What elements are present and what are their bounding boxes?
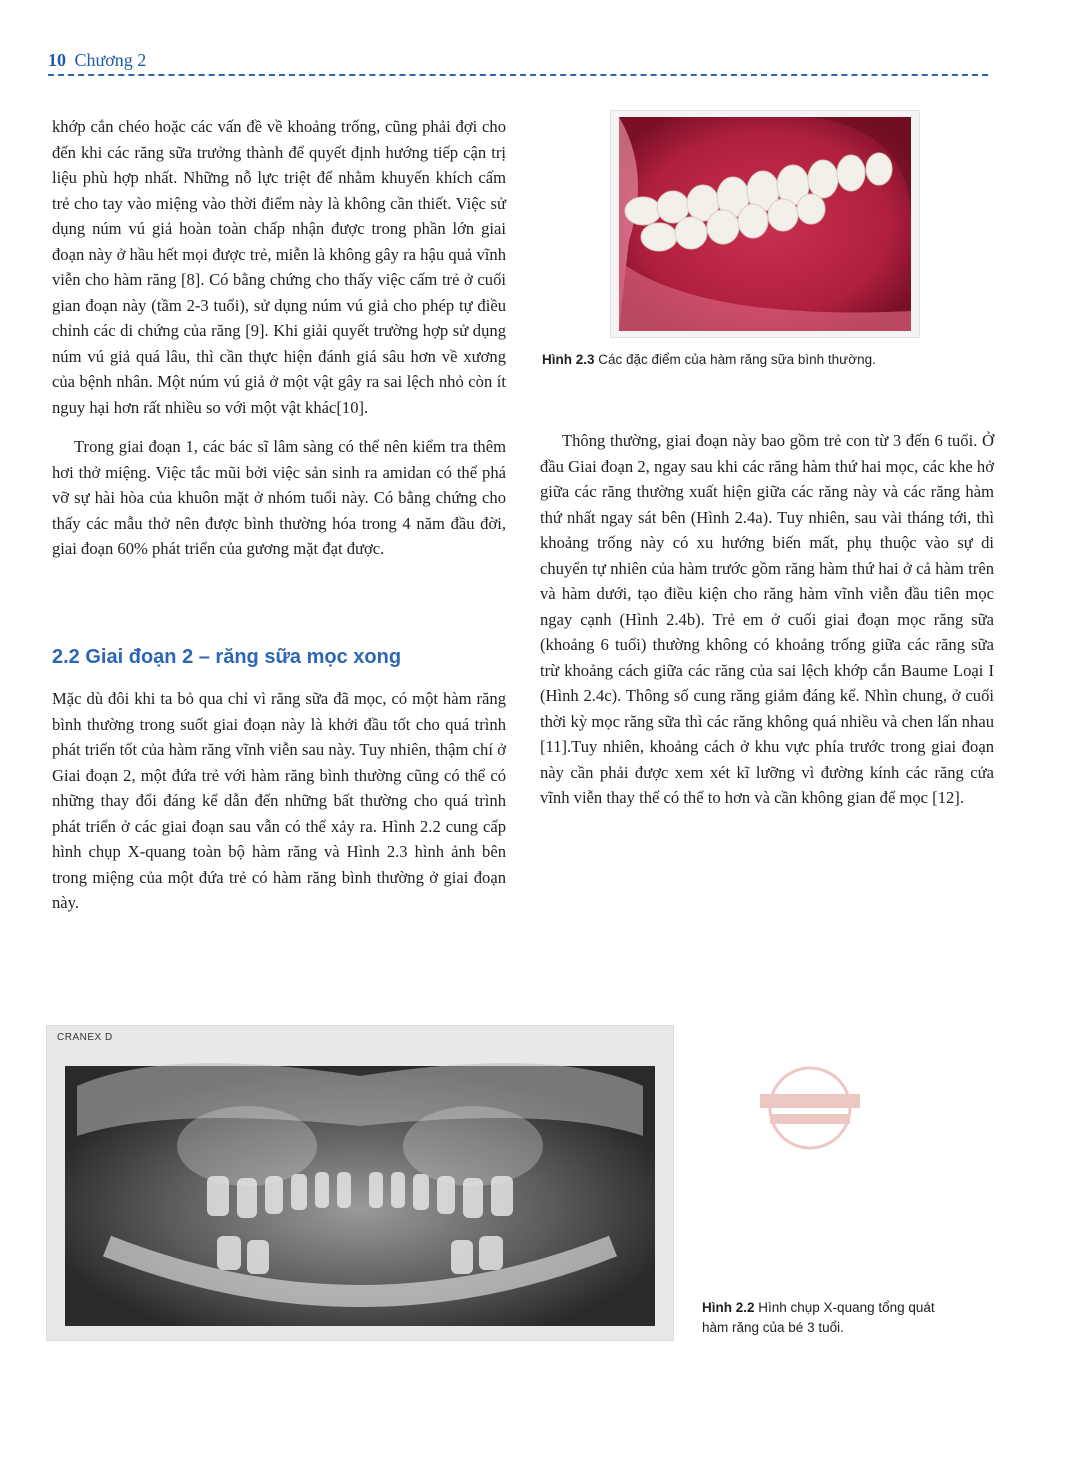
section-heading (52, 646, 512, 669)
figure-label: Hình 2.2 (702, 1300, 755, 1315)
intraoral-photo-graphic (611, 111, 919, 337)
figure-label: Hình 2.3 (542, 352, 595, 367)
right-column (540, 428, 994, 825)
xray-graphic (47, 1026, 673, 1340)
panoramic-xray (46, 1025, 674, 1341)
paragraph: Mặc dù đôi khi ta bỏ qua chỉ vì răng sữa đã mọc, có một hàm răng bình thường trong suốt giai đoạn này là khởi đầu tốt cho quá trình phát triển tốt của hàm răng vĩnh viễn sau này. Tuy nhiên, thậm chí ở Giai đoạn 2, một đứa trẻ với hàm răng bình thường cũng có thể có những thay đổi đáng kể dẫn đến những bất thường cho quá trình phát triển ở các giai đoạn sau vẫn có thể xảy ra. Hình 2.2 cung cấp hình chụp X-quang toàn bộ hàm răng và Hình 2.3 hình ảnh bên trong miệng của một đứa trẻ có hàm răng bình thường ở giai đoạn này. (52, 689, 506, 912)
paragraph: Thông thường, giai đoạn này bao gồm trẻ con từ 3 đến 6 tuổi. Ở đầu Giai đoạn 2, ngay sau khi các răng hàm thứ hai mọc, các khe hở giữa các răng thường xuất hiện giữa các răng này và các răng hàm thứ nhất ngay sát bên (Hình 2.4a). Tuy nhiên, sau vài tháng tới, thì khoảng trống này có xu hướng biến mất, phụ thuộc vào sự di chuyển tự nhiên của hàm trước gồm răng hàm thứ hai ở cả hàm trên và hàm dưới, tạo điều kiện cho răng hàm vĩnh viễn đầu tiên mọc ngay cạnh (Hình 2.4b). Trẻ em ở cuối giai đoạn mọc răng sữa (khoảng 6 tuổi) thường không có khoảng trống giữa các răng sữa trừ khoảng cách giữa các răng của sai lệch khớp cắn Baume Loại I (Hình 2.4c). Thông số cung răng giảm đáng kể. Nhìn chung, ở cuối thời kỳ mọc răng sữa thì các răng không quá nhiều và chen lấn nhau [11].Tuy nhiên, khoảng cách ở khu vực phía trước trong giai đoạn này cần phải được xem xét kĩ lưỡng vì đường kính các răng cửa vĩnh viễn thay thế có thể to hơn và cần không gian để mọc [12]. (540, 431, 994, 807)
xray-brand-label: CRANEX D (57, 1032, 113, 1043)
caption-text: Hình chụp X-quang tổng quát hàm răng của bé 3 tuổi. (702, 1300, 935, 1335)
paragraph: khớp cắn chéo hoặc các vấn đề về khoảng trống, cũng phải đợi cho đến khi các răng sữa trưởng thành để quyết định hướng tiếp cận trị liệu phù hợp nhất. Những nỗ lực triệt để nhằm khuyến khích cấm trẻ cho tay vào miệng vào thời điểm này là không cần thiết. Việc sử dụng núm vú giả hoàn toàn chấp nhận được trong phần lớn giai đoạn này ở hầu hết mọi được trẻ, miễn là không gây ra hậu quả vĩnh viễn cho hàm răng [8]. Có bằng chứng cho thấy việc cấm trẻ ở cuối gian đoạn này (tầm 2-3 tuổi), sử dụng núm vú giả cho phép tự điều chỉnh các di chứng của răng [9]. Khi giải quyết trường hợp sử dụng núm vú giả quá lâu, thì cần thực hiện đánh giá sâu hơn về xương của bệnh nhân. Một núm vú giả ở một vật gây ra sai lệch nhỏ còn ít nguy hại hơn rất nhiều so với một vật khác[10]. (52, 117, 506, 417)
page-number: 10 (48, 50, 66, 70)
page-header (48, 50, 988, 76)
section-title-pre: Giai đoạn (85, 646, 183, 668)
figure-2-3-caption (542, 350, 982, 370)
section-number: 2.2 (52, 646, 80, 668)
left-column-section (52, 686, 506, 930)
figure-2-2-caption (702, 1298, 942, 1338)
section-title-post: – răng sữa mọc xong (193, 646, 402, 668)
watermark-stamp (740, 1058, 880, 1158)
header-rule (48, 74, 988, 76)
left-column (52, 114, 506, 576)
paragraph: Trong giai đoạn 1, các bác sĩ lâm sàng có thể nên kiểm tra thêm hơi thở miệng. Việc tắc mũi bởi việc sản sinh ra amidan có thể phá vỡ sự hài hòa của khuôn mặt ở nhóm tuổi này. Có bằng chứng cho thấy các mẫu thở nên được bình thường hóa trong 4 năm đầu đời, giai đoạn 60% phát triển của gương mặt đạt được. (52, 437, 506, 558)
intraoral-photo (610, 110, 920, 338)
chapter-title: Chương 2 (74, 50, 147, 70)
caption-text: Các đặc điểm của hàm răng sữa bình thường. (594, 352, 876, 367)
section-title-num: 2 (182, 646, 194, 668)
